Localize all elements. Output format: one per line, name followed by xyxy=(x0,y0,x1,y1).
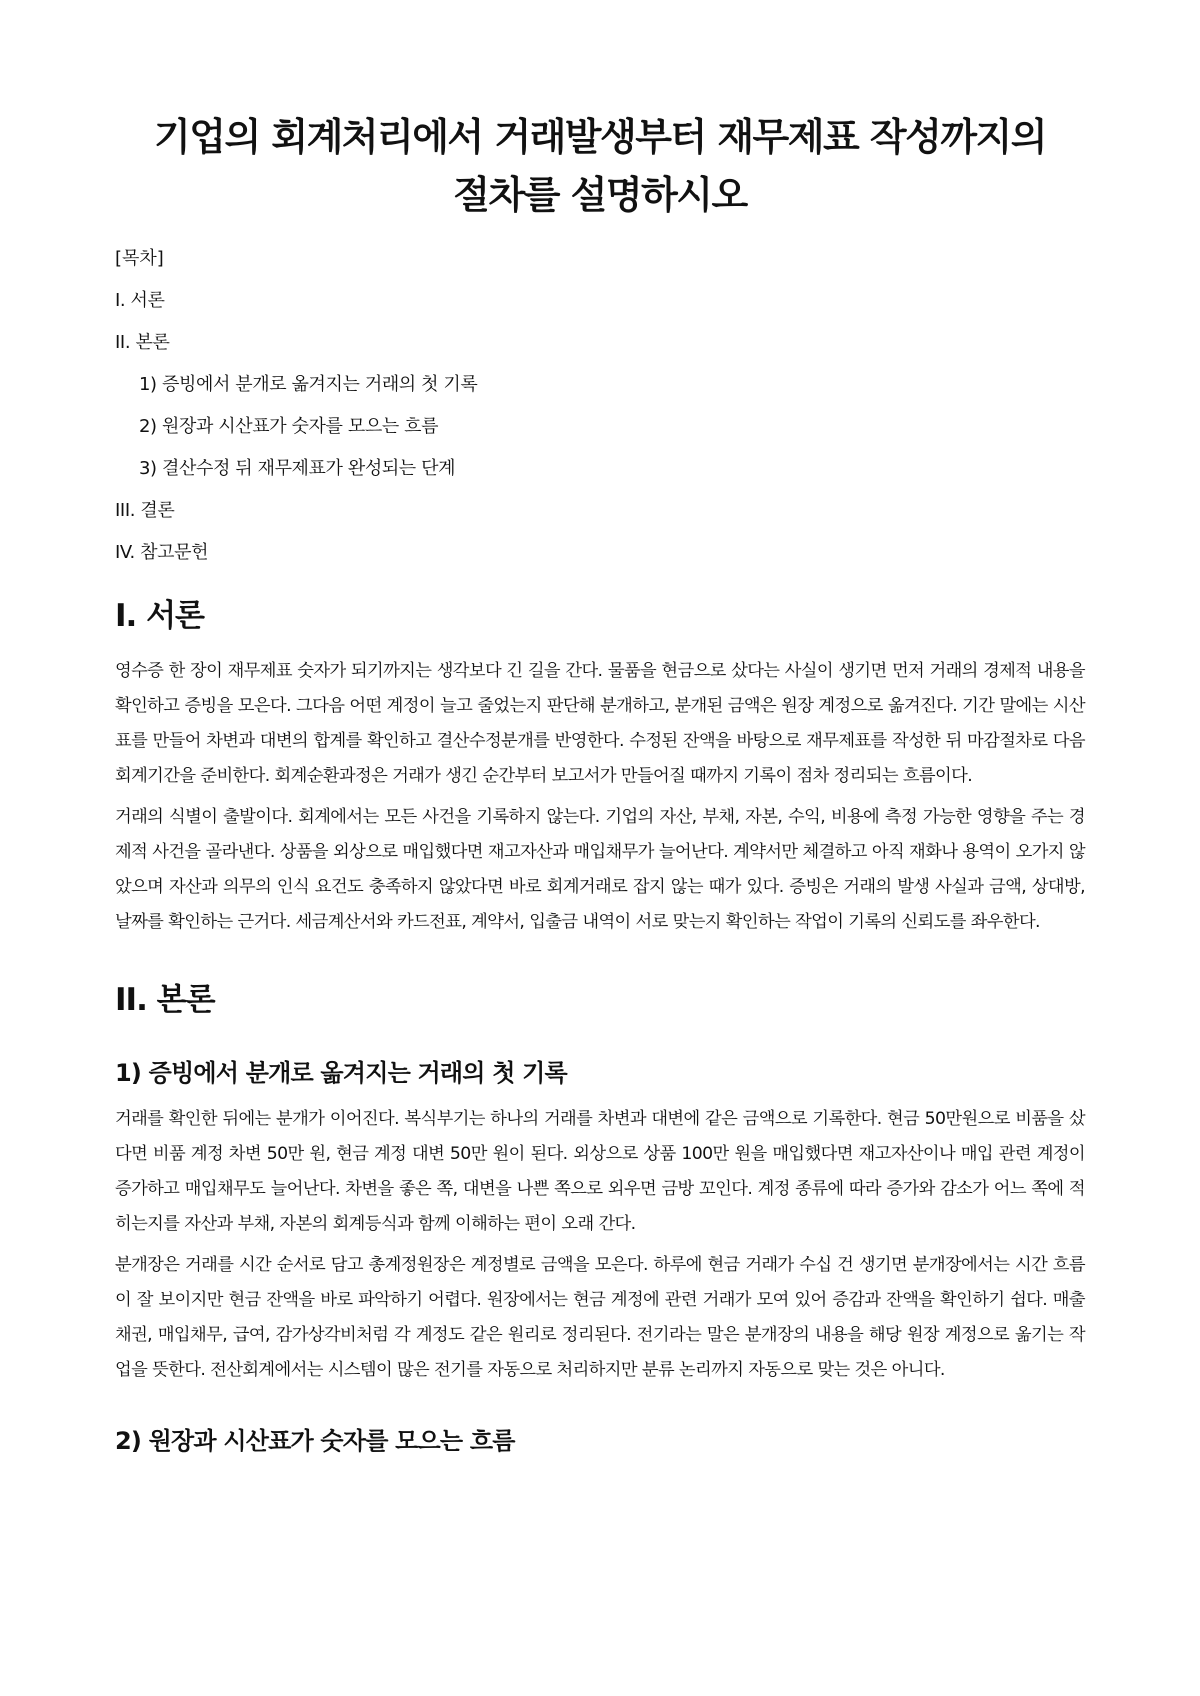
section-heading-intro: I. 서론 xyxy=(115,598,204,634)
toc-item-intro: I. 서론 xyxy=(115,290,165,311)
toc-item-conclusion: III. 결론 xyxy=(115,500,175,521)
toc-item-body-1: 1) 증빙에서 분개로 옮겨지는 거래의 첫 기록 xyxy=(139,374,478,395)
subsection-heading-2: 2) 원장과 시산표가 숫자를 모으는 흐름 xyxy=(115,1427,515,1455)
intro-paragraph-2: 거래의 식별이 출발이다. 회계에서는 모든 사건을 기록하지 않는다. 기업의 자산, 부채, 자본, 수익, 비용에 측정 가능한 영향을 주는 경제적 사건을 골라낸다. 상품을 외상으로 매입했다면 재고자산과 매입채무가 늘어난다. 계약서만 체결하고 아직 재화나 용역이 오가지 않았으며 자산과 의무의 인식 요건도 충족하지 않았다면 바로 회계거래로 잡지 않는 때가 있다. 증빙은 거래의 발생 사실과 금액, 상대방, 날짜를 확인하는 근거다. 세금계산서와 카드전표, 계약서, 입출금 내역이 서로 맞는지 확인하는 작업이 기록의 신뢰도를 좌우한다. xyxy=(115,807,1085,932)
intro-paragraph-1: 영수증 한 장이 재무제표 숫자가 되기까지는 생각보다 긴 길을 간다. 물품을 현금으로 샀다는 사실이 생기면 먼저 거래의 경제적 내용을 확인하고 증빙을 모은다. 그다음 어떤 계정이 늘고 줄었는지 판단해 분개하고, 분개된 금액은 원장 계정으로 옮겨진다. 기간 말에는 시산표를 만들어 차변과 대변의 합계를 확인하고 결산수정분개를 반영한다. 수정된 잔액을 바탕으로 재무제표를 작성한 뒤 마감절차로 다음 회계기간을 준비한다. 회계순환과정은 거래가 생긴 순간부터 보고서가 만들어질 때까지 기록이 점차 정리되는 흐름이다. xyxy=(115,661,1085,786)
body-sub1-paragraph-2: 분개장은 거래를 시간 순서로 담고 총계정원장은 계정별로 금액을 모은다. 하루에 현금 거래가 수십 건 생기면 분개장에서는 시간 흐름이 잘 보이지만 현금 잔액을 바로 파악하기 어렵다. 원장에서는 현금 계정에 관련 거래가 모여 있어 증감과 잔액을 확인하기 쉽다. 매출채권, 매입채무, 급여, 감가상각비처럼 각 계정도 같은 원리로 정리된다. 전기라는 말은 분개장의 내용을 해당 원장 계정으로 옮기는 작업을 뜻한다. 전산회계에서는 시스템이 많은 전기를 자동으로 처리하지만 분류 논리까지 자동으로 맞는 것은 아니다. xyxy=(115,1255,1085,1380)
table-of-contents xyxy=(115,246,1085,566)
body-sub1-paragraph-1: 거래를 확인한 뒤에는 분개가 이어진다. 복식부기는 하나의 거래를 차변과 대변에 같은 금액으로 기록한다. 현금 50만원으로 비품을 샀다면 비품 계정 차변 50만 원, 현금 계정 대변 50만 원이 된다. 외상으로 상품 100만 원을 매입했다면 재고자산이나 매입 관련 계정이 증가하고 매입채무도 늘어난다. 차변을 좋은 쪽, 대변을 나쁜 쪽으로 외우면 금방 꼬인다. 계정 종류에 따라 증가와 감소가 어느 쪽에 적히는지를 자산과 부채, 자본의 회계등식과 함께 이해하는 편이 오래 간다. xyxy=(115,1109,1085,1234)
toc-item-body-2: 2) 원장과 시산표가 숫자를 모으는 흐름 xyxy=(139,416,439,437)
toc-heading: [목차] xyxy=(115,248,164,269)
toc-item-references: IV. 참고문헌 xyxy=(115,542,209,563)
document-title: 기업의 회계처리에서 거래발생부터 재무제표 작성까지의 절차를 설명하시오 xyxy=(154,115,1046,217)
toc-item-body: II. 본론 xyxy=(115,332,170,353)
section-heading-body: II. 본론 xyxy=(115,982,215,1018)
toc-item-body-3: 3) 결산수정 뒤 재무제표가 완성되는 단계 xyxy=(139,458,456,479)
subsection-heading-1: 1) 증빙에서 분개로 옮겨지는 거래의 첫 기록 xyxy=(115,1059,567,1087)
